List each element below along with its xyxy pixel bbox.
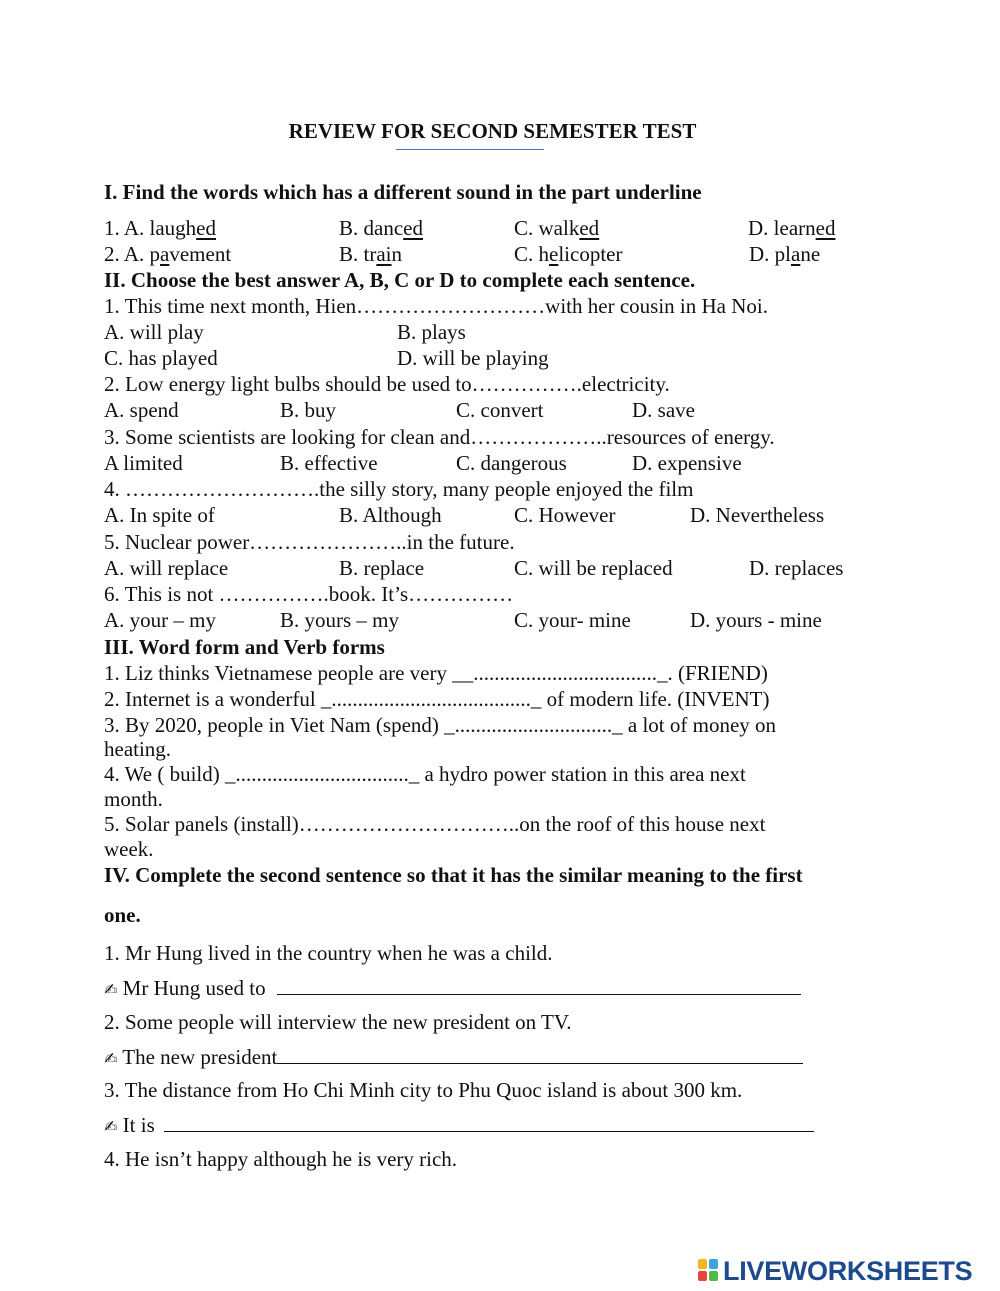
s3-item-5: 5. Solar panels (install)…………………………..on the roof of this house next	[104, 812, 766, 836]
s4-answer-1: ✍ Mr Hung used to	[104, 976, 801, 1002]
s2-q2-option-c: C. convert	[456, 398, 544, 422]
s2-q3-option-b: B. effective	[280, 451, 378, 475]
logo-wordmark: LIVEWORKSHEETS	[723, 1255, 973, 1286]
s2-q6-option-b: B. yours – my	[280, 608, 400, 632]
section-4-heading: IV. Complete the second sentence so that it has the similar meaning to the first	[104, 863, 803, 887]
s2-q4-option-a: A. In spite of	[104, 503, 215, 527]
s2-q6-option-d: D. yours - mine	[690, 608, 822, 632]
section-3-heading: III. Word form and Verb forms	[104, 635, 385, 659]
s2-q1-option-a: A. will play	[104, 320, 204, 344]
s2-q2-option-b: B. buy	[280, 398, 337, 422]
s2-q1-stem: 1. This time next month, Hien………………………with her cousin in Ha Noi.	[104, 294, 768, 318]
section-2-heading: II. Choose the best answer A, B, C or D to complete each sentence.	[104, 268, 696, 292]
s3-item-2: 2. Internet is a wonderful _......................................_ of modern life. (INVENT)	[104, 687, 770, 711]
s3-item-4: 4. We ( build) _................................._ a hydro power station in this area next	[104, 762, 746, 786]
s2-q2-option-d: D. save	[632, 398, 695, 422]
s2-q6-option-c: C. your- mine	[514, 608, 631, 632]
s2-q3-stem: 3. Some scientists are looking for clean and………………..resources of energy.	[104, 425, 775, 449]
s4-answer-2: ✍ The new president	[104, 1045, 803, 1071]
s1-q2-option-a: 2. A. pavement	[104, 242, 232, 266]
s1-q1-option-a: 1. A. laughed	[104, 216, 216, 240]
answer-3-blank[interactable]	[164, 1113, 814, 1132]
section-1-heading: I. Find the words which has a different sound in the part underline	[104, 180, 702, 204]
s1-q1-option-b: B. danced	[339, 216, 423, 240]
s2-q4-option-d: D. Nevertheless	[690, 503, 825, 527]
s2-q5-stem: 5. Nuclear power…………………..in the future.	[104, 530, 515, 554]
s3-item-3: 3. By 2020, people in Viet Nam (spend) _.............................._ a lot of money on	[104, 713, 777, 737]
s2-q1-option-d: D. will be playing	[397, 346, 549, 370]
s2-q3-option-c: C. dangerous	[456, 451, 567, 475]
s2-q1-option-b: B. plays	[397, 320, 466, 344]
s2-q2-stem: 2. Low energy light bulbs should be used to…………….electricity.	[104, 372, 670, 396]
s2-q5-option-b: B. replace	[339, 556, 425, 580]
liveworksheets-logo	[698, 1256, 972, 1286]
s2-q5-option-c: C. will be replaced	[514, 556, 673, 580]
s2-q4-option-b: B. Although	[339, 503, 442, 527]
s2-q5-option-a: A. will replace	[104, 556, 229, 580]
s3-item-4-cont: month.	[104, 787, 163, 811]
section-4-heading-cont: one.	[104, 903, 141, 927]
s4-question-1: 1. Mr Hung lived in the country when he was a child.	[104, 941, 553, 965]
pencil-icon: ✍	[104, 1117, 118, 1136]
s4-answer-3: ✍ It is	[104, 1113, 814, 1139]
s2-q3-option-d: D. expensive	[632, 451, 742, 475]
s1-q1-option-c: C. walked	[514, 216, 600, 240]
s2-q3-option-a: A limited	[104, 451, 183, 475]
title-underline	[396, 149, 544, 150]
pencil-icon: ✍	[104, 1049, 118, 1068]
s3-item-3-cont: heating.	[104, 737, 172, 761]
s3-item-5-cont: week.	[104, 837, 154, 861]
s2-q4-option-c: C. However	[514, 503, 616, 527]
s1-q1-option-d: D. learned	[748, 216, 836, 240]
s2-q6-stem: 6. This is not …………….book. It’s……………	[104, 582, 514, 606]
answer-2-blank[interactable]	[277, 1045, 803, 1064]
s1-q2-option-d: D. plane	[749, 242, 821, 266]
page-title: REVIEW FOR SECOND SEMESTER TEST	[288, 119, 697, 143]
s2-q6-option-a: A. your – my	[104, 608, 216, 632]
s3-item-1: 1. Liz thinks Vietnamese people are very __..................................._. (FRIEND)	[104, 661, 768, 685]
s4-question-4: 4. He isn’t happy although he is very rich.	[104, 1147, 458, 1171]
s1-q2-option-c: C. helicopter	[514, 242, 623, 266]
s4-question-2: 2. Some people will interview the new president on TV.	[104, 1010, 572, 1034]
pencil-icon: ✍	[104, 980, 118, 999]
s1-q2-option-b: B. train	[339, 242, 402, 266]
logo-blocks-icon	[698, 1259, 720, 1283]
s2-q5-option-d: D. replaces	[749, 556, 844, 580]
s2-q1-option-c: C. has played	[104, 346, 218, 370]
answer-1-blank[interactable]	[277, 976, 801, 995]
s2-q4-stem: 4. ……………………….the silly story, many people enjoyed the film	[104, 477, 694, 501]
s2-q2-option-a: A. spend	[104, 398, 179, 422]
s4-question-3: 3. The distance from Ho Chi Minh city to Phu Quoc island is about 300 km.	[104, 1078, 743, 1102]
